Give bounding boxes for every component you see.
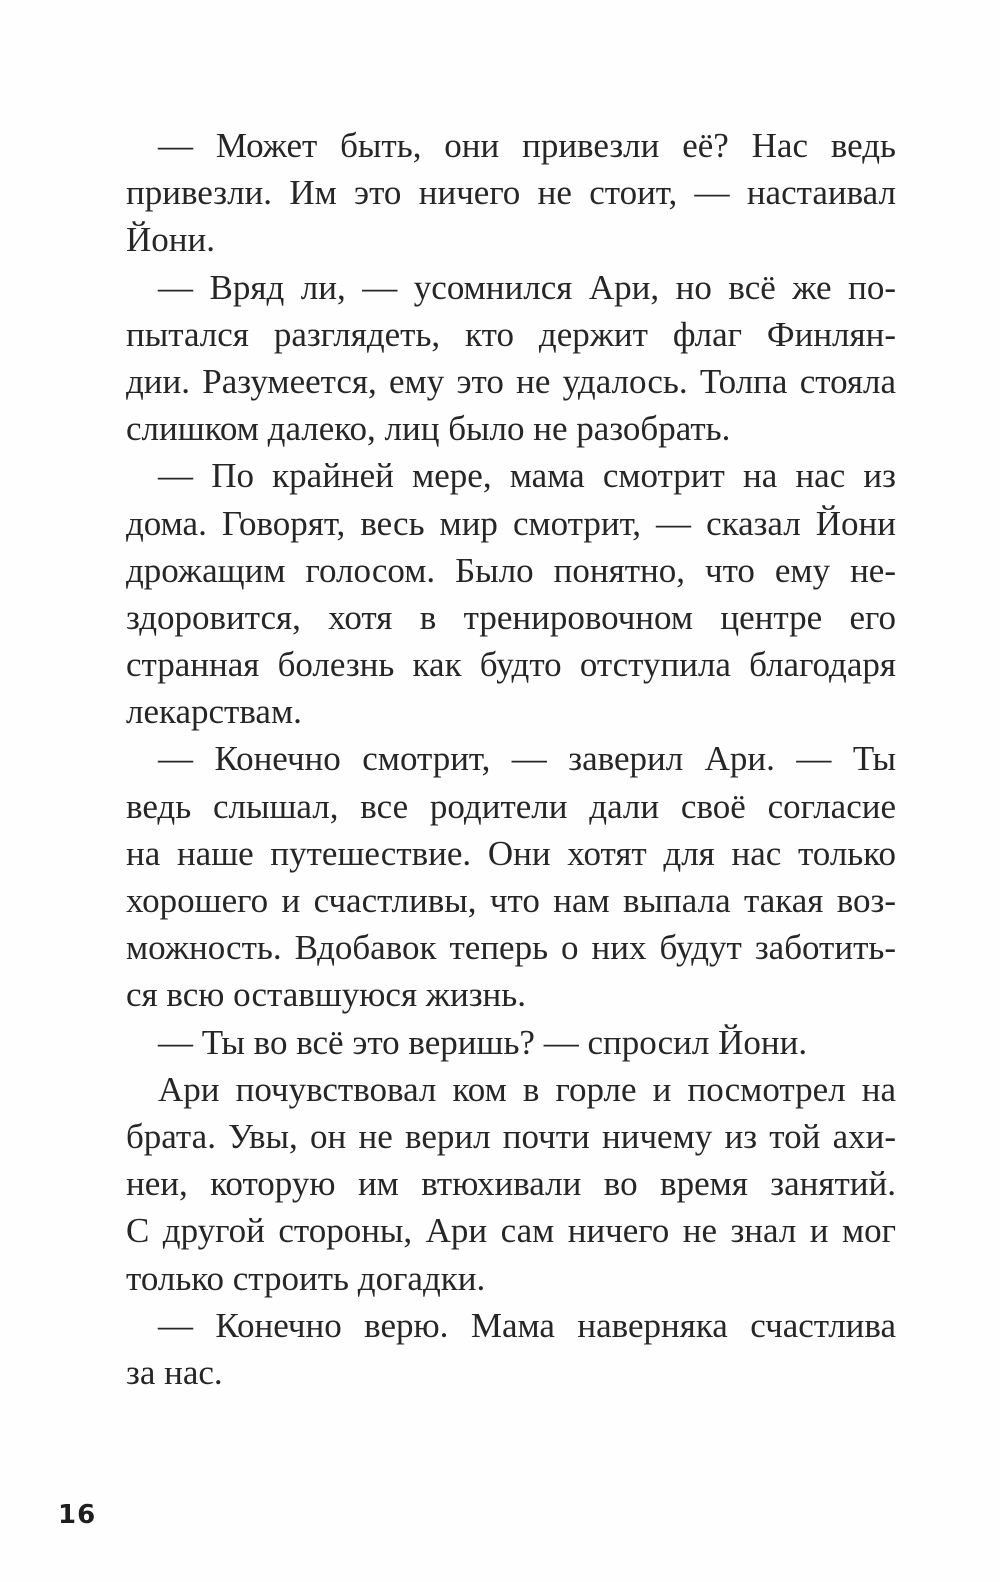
text-line: странная болезнь как будто отступила благодаря [126,645,896,685]
text-line: здоровится, хотя в тренировочном центре его [126,597,896,637]
text-line: дома. Говорят, весь мир смотрит, — сказал Йони [126,503,896,543]
text-line: можность. Вдобавок теперь о них будут заботить- [126,928,896,968]
text-line: ся всю оставшуюся жизнь. [126,975,526,1015]
text-line: дрожащим голосом. Было понятно, что ему не- [126,550,896,590]
text-line: — Ты во всё это веришь? — спросил Йони. [158,1022,808,1062]
text-line: хорошего и счастливы, что нам выпала такая воз- [126,881,896,920]
page-number: 16 [58,1500,97,1530]
text-line: — По крайней мере, мама смотрит на нас из [158,456,896,496]
text-line: неи, которую им втюхивали во время занятий. [126,1164,896,1204]
text-line: — Конечно верю. Мама наверняка счастлива [158,1305,896,1345]
text-line: Ари почувствовал ком в горле и посмотрел на [158,1069,896,1109]
text-line: — Конечно смотрит, — заверил Ари. — Ты [158,739,896,779]
text-line: на наше путешествие. Они хотят для нас только [126,833,896,873]
text-line: лекарствам. [126,692,302,732]
body-text [126,122,896,1396]
text-line: брата. Увы, он не верил почти ничему из той ахи- [126,1116,896,1156]
text-line: Йони. [126,220,215,260]
text-line: ведь слышал, все родители дали своё согласие [126,786,896,826]
text-line: дии. Разумеется, ему это не удалось. Толпа стояла [126,361,896,401]
text-line: за нас. [126,1352,223,1392]
text-line: С другой стороны, Ари сам ничего не знал и мог [126,1211,896,1251]
text-line: пытался разглядеть, кто держит флаг Финлян- [126,314,896,354]
text-line: — Вряд ли, — усомнился Ари, но всё же по- [158,267,896,307]
text-line: слишком далеко, лиц было не разобрать. [126,409,731,449]
text-line: — Может быть, они привезли её? Нас ведь [158,126,896,165]
text-line: только строить догадки. [126,1258,486,1298]
text-line: привезли. Им это ничего не стоит, — настаивал [126,173,896,213]
